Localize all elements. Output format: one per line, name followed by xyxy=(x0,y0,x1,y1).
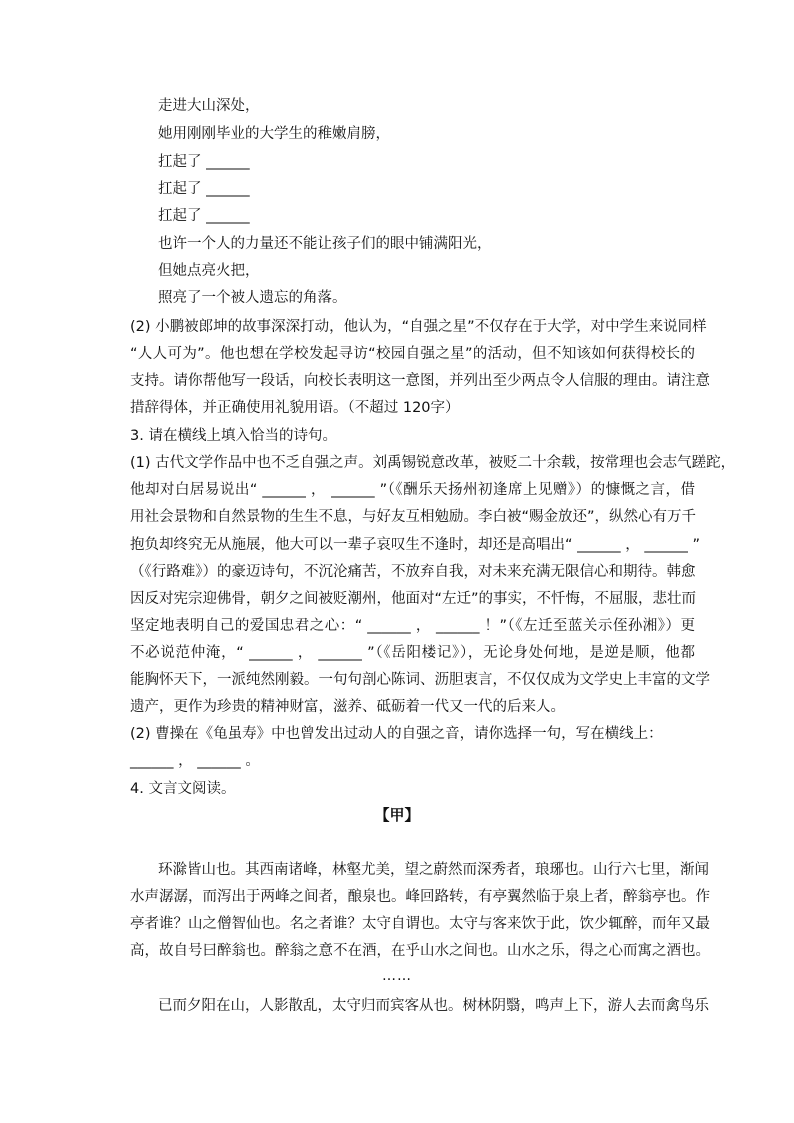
paragraph-line: 能胸怀天下，一派纯然刚毅。一句句剖心陈词、沥胆衷言，不仅仅成为文学史上丰富的文学 xyxy=(130,672,710,688)
poem-line: 她用刚刚毕业的大学生的稚嫩肩膀， xyxy=(158,126,390,142)
section-title: 【甲】 xyxy=(374,806,420,824)
paragraph-line: 不必说范仲淹，“ ______ ， ______ ”（《岳阳楼记》），无论身处何地，是逆是顺，他都 xyxy=(130,645,695,661)
poem-line: 但她点亮火把， xyxy=(158,263,260,279)
classical-text-line: 环滁皆山也。其西南诸峰，林壑尤美，望之蔚然而深秀者，琅琊也。山行六七里，渐闻 xyxy=(158,862,709,878)
paragraph-line: 用社会景物和自然景物的生生不息，与好友互相勉励。李白被“赐金放还”，纵然心有万千 xyxy=(130,509,697,525)
paragraph-line: 坚定地表明自己的爱国忠君之心：“ ______ ， ______ ！”（《左迁至蓝关示侄孙湘》）更 xyxy=(130,618,695,634)
paragraph-line: 他却对白居易说出“ ______ ， ______ ”（《酬乐天扬州初逢席上见赠》）的慷慨之言，借 xyxy=(130,482,695,498)
paragraph-line: （《行路难》）的豪迈诗句，不沉沦痛苦，不放弃自我，对未来充满无限信心和期待。韩愈 xyxy=(130,564,696,580)
paragraph-line: (1) 古代文学作品中也不乏自强之声。刘禹锡锐意改革，被贬二十余载，按常理也会志气蹉跎， xyxy=(130,455,736,471)
question-heading: 3. 请在横线上填入恰当的诗句。 xyxy=(130,428,337,444)
poem-line: 走进大山深处， xyxy=(158,98,260,114)
paragraph-line: (2) 小鹏被郎坤的故事深深打动，他认为，“自强之星”不仅存在于大学，对中学生来说同样 xyxy=(130,319,707,335)
classical-text-line: 已而夕阳在山，人影散乱，太守归而宾客从也。树林阴翳，鸣声上下，游人去而禽鸟乐 xyxy=(158,998,709,1014)
poem-line: 扛起了 ______ xyxy=(158,154,250,170)
paragraph-line: 遗产，更作为珍贵的精神财富，滋养、砥砺着一代又一代的后来人。 xyxy=(130,699,565,715)
poem-line: 扛起了 ______ xyxy=(158,181,250,197)
poem-line: 照亮了一个被人遗忘的角落。 xyxy=(158,290,347,306)
poem-line: 扛起了 ______ xyxy=(158,208,250,224)
classical-text-line: 水声潺潺，而泻出于两峰之间者，酿泉也。峰回路转，有亭翼然临于泉上者，醉翁亭也。作 xyxy=(130,889,710,905)
answer-blank-line: ______ ， ______ 。 xyxy=(130,753,260,769)
ellipsis: …… xyxy=(382,968,412,984)
classical-text-line: 亭者谁？山之僧智仙也。名之者谁？太守自谓也。太守与客来饮于此，饮少辄醉，而年又最 xyxy=(130,916,710,932)
paragraph-line: 抱负却终究无从施展，他大可以一辈子哀叹生不逢时，却还是高唱出“ ______ ， ______ ” xyxy=(130,537,700,553)
question-heading: 4. 文言文阅读。 xyxy=(130,781,236,797)
paragraph-line: (2) 曹操在《龟虽寿》中也曾发出过动人的自强之音，请你选择一句，写在横线上： xyxy=(130,726,663,742)
poem-line: 也许一个人的力量还不能让孩子们的眼中铺满阳光， xyxy=(158,236,492,252)
paragraph-line: 措辞得体，并正确使用礼貌用语。（不超过 120字） xyxy=(130,400,460,416)
paragraph-line: 支持。请你帮他写一段话，向校长表明这一意图，并列出至少两点令人信服的理由。请注意 xyxy=(130,373,710,389)
paragraph-line: “人人可为”。他也想在学校发起寻访“校园自强之星”的活动，但不知该如何获得校长的 xyxy=(130,346,695,362)
paragraph-line: 因反对宪宗迎佛骨，朝夕之间被贬潮州，他面对“左迁”的事实，不忏悔，不屈服，悲壮而 xyxy=(130,591,697,607)
classical-text-line: 高，故自号曰醉翁也。醉翁之意不在酒，在乎山水之间也。山水之乐，得之心而寓之酒也。 xyxy=(130,943,710,959)
